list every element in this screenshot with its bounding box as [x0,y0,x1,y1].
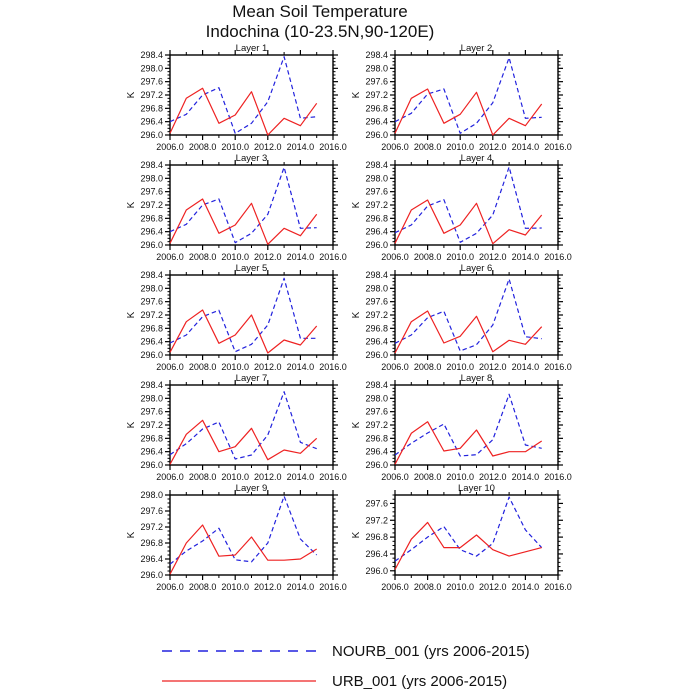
panel-title: Layer 3 [235,153,268,164]
x-tick-label: 2014.0 [511,472,540,482]
y-tick-label: 296.8 [365,103,388,114]
x-tick-label: 2006.0 [381,362,409,372]
panel-title: Layer 5 [235,263,268,274]
y-tick-label: 297.6 [140,186,163,197]
x-tick-label: 2010.0 [446,472,474,482]
x-tick-label: 2016.0 [544,362,572,372]
x-tick-label: 2014.0 [286,142,315,152]
y-tick-label: 296.0 [140,570,163,580]
layer-panel-4 [351,153,572,262]
y-tick-label: 296.4 [140,336,163,347]
x-tick-label: 2006.0 [156,582,184,592]
y-tick-label: 298.0 [365,63,388,74]
y-tick-label: 296.4 [140,446,163,457]
y-tick-label: 296.8 [140,538,163,548]
x-tick-label: 2012.0 [479,582,507,592]
y-tick-label: 297.2 [140,420,163,430]
y-axis-label: K [351,421,362,429]
x-tick-label: 2016.0 [319,362,347,372]
x-tick-label: 2016.0 [319,252,347,262]
y-tick-label: 296.0 [140,130,163,140]
y-tick-label: 298.4 [365,160,388,170]
x-tick-label: 2016.0 [544,252,572,262]
panel-title: Layer 4 [460,153,493,164]
legend-label-nourb: NOURB_001 (yrs 2006-2015) [332,642,530,660]
x-tick-label: 2008.0 [413,362,442,372]
x-tick-label: 2010.0 [446,142,474,152]
y-axis-label: K [351,201,362,209]
y-tick-label: 298.0 [140,63,163,74]
y-tick-label: 296.0 [140,350,163,360]
x-tick-label: 2006.0 [381,252,409,262]
x-tick-label: 2008.0 [188,252,217,262]
y-tick-label: 298.0 [365,173,388,184]
x-tick-label: 2008.0 [188,362,217,372]
nourb-series-line [170,278,317,351]
y-tick-label: 297.2 [140,200,163,210]
y-tick-label: 296.8 [140,103,163,114]
y-tick-label: 297.2 [365,200,388,210]
y-tick-label: 297.6 [140,406,163,417]
x-tick-label: 2014.0 [286,362,315,372]
y-tick-label: 298.4 [140,270,163,280]
nourb-dashed-line-icon [160,647,318,655]
y-tick-label: 296.0 [365,130,388,140]
y-tick-label: 298.0 [140,173,163,184]
nourb-series-line [170,167,317,242]
nourb-series-line [395,167,542,242]
panel-title: Layer 7 [235,373,268,384]
x-tick-label: 2010.0 [221,142,249,152]
panel-title: Layer 9 [235,483,268,494]
x-tick-label: 2012.0 [479,252,507,262]
plot-box [170,385,333,465]
y-tick-label: 296.4 [140,554,163,564]
panel-title: Layer 8 [460,373,493,384]
x-tick-label: 2008.0 [413,142,442,152]
x-tick-label: 2010.0 [446,252,474,262]
x-tick-label: 2006.0 [381,142,409,152]
y-tick-label: 297.6 [140,506,163,516]
panel-title: Layer 1 [235,43,268,54]
x-tick-label: 2014.0 [286,252,315,262]
nourb-series-line [395,394,542,456]
layer-panel-5 [126,263,347,372]
x-tick-label: 2010.0 [446,582,474,592]
plot-box [395,275,558,355]
y-tick-label: 297.6 [365,76,388,87]
y-tick-label: 298.0 [365,283,388,294]
y-tick-label: 296.0 [365,240,388,250]
y-axis-label: K [351,311,362,319]
y-axis-label: K [351,531,362,539]
y-tick-label: 296.4 [140,226,163,237]
x-tick-label: 2014.0 [511,582,540,592]
x-tick-label: 2008.0 [413,252,442,262]
y-tick-label: 296.0 [140,240,163,250]
y-tick-label: 297.6 [140,296,163,307]
y-tick-label: 296.0 [365,460,388,470]
x-tick-label: 2012.0 [254,362,282,372]
y-tick-label: 298.4 [140,160,163,170]
plot-box [395,55,558,135]
x-tick-label: 2016.0 [319,582,347,592]
y-axis-label: K [126,91,137,99]
x-tick-label: 2012.0 [254,252,282,262]
x-tick-label: 2012.0 [479,142,507,152]
y-tick-label: 297.6 [365,186,388,197]
nourb-series-line [170,496,317,564]
layer-panel-1 [126,43,347,152]
x-tick-label: 2006.0 [381,472,409,482]
x-tick-label: 2006.0 [156,362,184,372]
y-tick-label: 298.0 [365,393,388,404]
x-tick-label: 2016.0 [319,472,347,482]
layer-panel-6 [351,263,572,372]
layer-panel-2 [351,43,572,152]
x-tick-label: 2016.0 [544,582,572,592]
legend-item-urb [160,666,680,696]
y-tick-label: 297.6 [365,406,388,417]
y-tick-label: 298.4 [140,380,163,390]
x-tick-label: 2010.0 [221,252,249,262]
nourb-series-line [395,497,542,561]
y-tick-label: 296.8 [140,323,163,334]
y-tick-label: 297.6 [365,296,388,307]
y-tick-label: 296.8 [365,213,388,224]
y-tick-label: 298.0 [140,490,163,500]
y-tick-label: 296.8 [365,323,388,334]
x-tick-label: 2006.0 [381,582,409,592]
x-tick-label: 2010.0 [221,362,249,372]
y-axis-label: K [126,311,137,319]
x-tick-label: 2008.0 [188,142,217,152]
x-tick-label: 2012.0 [479,362,507,372]
y-tick-label: 296.4 [365,446,388,457]
y-tick-label: 297.2 [140,522,163,532]
y-tick-label: 297.2 [365,515,388,526]
x-tick-label: 2014.0 [511,362,540,372]
y-tick-label: 296.0 [140,460,163,470]
y-tick-label: 298.4 [365,50,388,60]
y-tick-label: 298.0 [140,393,163,404]
x-tick-label: 2012.0 [254,582,282,592]
y-tick-label: 297.6 [365,498,388,509]
urb-series-line [395,422,542,465]
x-tick-label: 2012.0 [254,142,282,152]
y-tick-label: 296.4 [365,226,388,237]
urb-series-line [170,525,317,574]
y-axis-label: K [126,531,137,539]
layer-panel-8 [351,373,572,482]
legend-item-nourb [160,636,680,666]
x-tick-label: 2012.0 [254,472,282,482]
x-tick-label: 2006.0 [156,472,184,482]
legend-label-urb: URB_001 (yrs 2006-2015) [332,672,508,690]
y-tick-label: 296.0 [365,565,388,576]
layer-panel-7 [126,373,347,482]
layer-panel-10 [351,483,572,592]
y-tick-label: 297.2 [365,90,388,100]
y-tick-label: 296.4 [365,548,388,559]
y-tick-label: 298.0 [140,283,163,294]
x-tick-label: 2016.0 [319,142,347,152]
panel-title: Layer 10 [458,483,495,494]
x-tick-label: 2010.0 [446,362,474,372]
nourb-series-line [395,279,542,351]
y-axis-label: K [126,421,137,429]
x-tick-label: 2008.0 [413,582,442,592]
layer-panel-9 [126,483,347,592]
x-tick-label: 2012.0 [479,472,507,482]
panel-title: Layer 6 [460,263,493,274]
y-tick-label: 296.8 [140,433,163,444]
x-tick-label: 2014.0 [511,252,540,262]
y-tick-label: 297.2 [140,90,163,100]
chart-title-line1: Mean Soil Temperature [232,2,408,21]
y-tick-label: 296.4 [365,336,388,347]
x-tick-label: 2014.0 [511,142,540,152]
x-tick-label: 2006.0 [156,252,184,262]
x-tick-label: 2008.0 [188,582,217,592]
y-tick-label: 296.8 [140,213,163,224]
y-tick-label: 296.4 [365,116,388,127]
y-tick-label: 296.8 [365,532,388,543]
urb-solid-line-icon [160,677,318,685]
x-tick-label: 2006.0 [156,142,184,152]
y-tick-label: 298.4 [140,50,163,60]
x-tick-label: 2008.0 [413,472,442,482]
x-tick-label: 2014.0 [286,582,315,592]
x-tick-label: 2010.0 [221,472,249,482]
x-tick-label: 2016.0 [544,472,572,482]
y-tick-label: 297.2 [365,420,388,430]
y-tick-label: 296.4 [140,116,163,127]
y-tick-label: 298.4 [365,380,388,390]
plot-box [395,385,558,465]
x-tick-label: 2010.0 [221,582,249,592]
y-tick-label: 298.4 [365,270,388,280]
y-tick-label: 297.2 [365,310,388,320]
x-tick-label: 2016.0 [544,142,572,152]
x-tick-label: 2008.0 [188,472,217,482]
layer-panel-3 [126,153,347,262]
y-tick-label: 297.6 [140,76,163,87]
urb-series-line [170,420,317,464]
y-tick-label: 296.0 [365,350,388,360]
x-tick-label: 2014.0 [286,472,315,482]
y-tick-label: 297.2 [140,310,163,320]
chart-title-line2: Indochina (10-23.5N,90-120E) [205,22,435,41]
nourb-series-line [170,392,317,459]
y-tick-label: 296.8 [365,433,388,444]
panel-title: Layer 2 [460,43,493,54]
plot-box [170,495,333,575]
y-axis-label: K [351,91,362,99]
legend [160,636,680,696]
y-axis-label: K [126,201,137,209]
